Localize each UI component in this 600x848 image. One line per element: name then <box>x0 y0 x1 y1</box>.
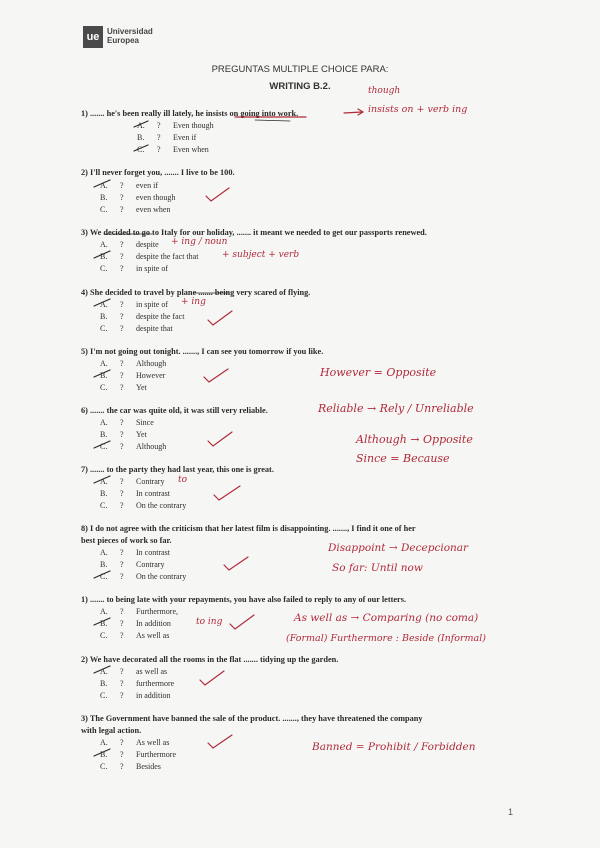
option-text: despite the fact that <box>136 252 199 261</box>
handwritten-note: Reliable → Rely / Unreliable <box>318 402 474 415</box>
option-letter: B. <box>100 560 108 569</box>
option-letter: A. <box>100 667 108 676</box>
option-mark: ? <box>120 667 124 676</box>
tick-mark <box>206 188 229 201</box>
option-letter: A. <box>100 477 108 486</box>
option-mark: ? <box>120 300 124 309</box>
option-text: as well as <box>136 667 168 676</box>
option-mark: ? <box>157 133 161 142</box>
option-text: even if <box>136 181 158 190</box>
option-text: Furthermore <box>136 750 176 759</box>
question-stem: 5) I'm not going out tonight. ......., I can see you tomorrow if you like. <box>81 347 324 356</box>
option-text: despite the fact <box>136 312 185 321</box>
option-mark: ? <box>120 489 124 498</box>
option-text: On the contrary <box>136 572 187 581</box>
question-stem-continued: with legal action. <box>81 726 142 735</box>
option-mark: ? <box>120 619 124 628</box>
option-letter: A. <box>100 240 108 249</box>
logo-line-2: Europea <box>107 36 140 45</box>
handwritten-note: Since = Because <box>356 452 450 465</box>
handwritten-note: Disappoint → Decepcionar <box>328 542 469 554</box>
option-letter: A. <box>100 300 108 309</box>
question-stem: 2) We have decorated all the rooms in the flat ....... tidying up the garden. <box>81 655 339 664</box>
strike-mark <box>94 666 110 673</box>
logo-line-1: Universidad <box>107 27 153 36</box>
tick-mark <box>208 735 232 748</box>
handwritten-note: though <box>368 86 401 96</box>
handwritten-note: So far: Until now <box>332 562 423 574</box>
option-letter: A. <box>100 418 108 427</box>
handwritten-note: Banned = Prohibit / Forbidden <box>312 741 476 753</box>
option-mark: ? <box>120 607 124 616</box>
option-text: Yet <box>136 383 147 392</box>
option-mark: ? <box>120 750 124 759</box>
option-letter: A. <box>100 738 108 747</box>
option-text: Furthermore, <box>136 607 178 616</box>
question-stem: 3) We decided to go to Italy for our holiday, ....... it meant we needed to get our passports renewed. <box>81 228 427 237</box>
tick-mark <box>208 311 232 325</box>
option-text: Although <box>136 359 167 368</box>
option-text: Contrary <box>136 560 165 569</box>
handwritten-note: to ing <box>196 617 223 627</box>
option-letter: B. <box>100 430 108 439</box>
page-number: 1 <box>508 807 514 817</box>
strike-mark <box>94 299 110 306</box>
option-letter: C. <box>100 762 108 771</box>
question-stem: 7) ....... to the party they had last year, this one is great. <box>81 465 274 474</box>
handwritten-note: insists on + verb ing <box>368 104 468 115</box>
option-mark: ? <box>120 430 124 439</box>
option-text: Yet <box>136 430 147 439</box>
strike-mark <box>134 145 148 151</box>
handwritten-note: + ing <box>181 297 206 307</box>
option-mark: ? <box>120 738 124 747</box>
option-mark: ? <box>157 145 161 154</box>
option-letter: B. <box>137 133 145 142</box>
option-letter: C. <box>100 691 108 700</box>
option-mark: ? <box>120 548 124 557</box>
strike-mark <box>94 370 110 377</box>
strike-mark <box>134 121 148 127</box>
option-mark: ? <box>120 205 124 214</box>
option-mark: ? <box>120 252 124 261</box>
option-text: Although <box>136 442 167 451</box>
option-text: despite <box>136 240 159 249</box>
option-text: However <box>136 371 166 380</box>
option-text: In contrast <box>136 548 170 557</box>
option-mark: ? <box>120 501 124 510</box>
option-mark: ? <box>120 324 124 333</box>
option-letter: C. <box>100 205 108 214</box>
strike-mark <box>94 749 110 756</box>
option-text: Even though <box>173 121 214 130</box>
strike-mark <box>94 180 110 187</box>
option-text: despite that <box>136 324 173 333</box>
option-mark: ? <box>157 121 161 130</box>
question-stem: 3) The Government have banned the sale of the product. ......., they have threatened the company <box>81 714 423 723</box>
underline-mark <box>255 120 290 121</box>
option-text: As well as <box>136 631 170 640</box>
option-mark: ? <box>120 560 124 569</box>
option-mark: ? <box>120 418 124 427</box>
option-letter: A. <box>100 181 108 190</box>
option-letter: C. <box>100 572 108 581</box>
tick-mark <box>200 671 224 685</box>
option-text: On the contrary <box>136 501 187 510</box>
question-stem: 1) ....... to being late with your repayments, you have also failed to reply to any of our letters. <box>81 595 407 604</box>
option-mark: ? <box>120 762 124 771</box>
option-mark: ? <box>120 572 124 581</box>
option-letter: C. <box>100 264 108 273</box>
option-letter: A. <box>137 121 145 130</box>
question-stem: 2) I'll never forget you, ....... I live to be 100. <box>81 168 235 177</box>
option-letter: B. <box>100 371 108 380</box>
strike-mark <box>94 251 110 258</box>
question-stem-continued: best pieces of work so far. <box>81 536 172 545</box>
option-text: in addition <box>136 691 171 700</box>
option-letter: B. <box>100 679 108 688</box>
option-text: furthermore <box>136 679 175 688</box>
tick-mark <box>214 486 240 500</box>
tick-mark <box>230 615 254 629</box>
option-mark: ? <box>120 181 124 190</box>
option-mark: ? <box>120 383 124 392</box>
option-letter: A. <box>100 548 108 557</box>
option-mark: ? <box>120 371 124 380</box>
question-stem: 8) I do not agree with the criticism that her latest film is disappointing. ......., I find it one of her <box>81 524 416 533</box>
logo-mark: ue <box>83 26 103 48</box>
document-subtitle: WRITING B.2. <box>269 81 331 92</box>
option-text: Since <box>136 418 154 427</box>
question-stem: 1) ....... he's been really ill lately, he insists on going into work. <box>81 109 299 118</box>
option-text: Even if <box>173 133 197 142</box>
option-text: Contrary <box>136 477 165 486</box>
option-letter: B. <box>100 193 108 202</box>
option-letter: B. <box>100 489 108 498</box>
option-letter: B. <box>100 750 108 759</box>
option-letter: C. <box>100 631 108 640</box>
handwritten-note: (Formal) Furthermore : Beside (Informal) <box>286 633 486 644</box>
option-mark: ? <box>120 359 124 368</box>
option-text: As well as <box>136 738 170 747</box>
option-letter: B. <box>100 312 108 321</box>
strike-mark <box>94 441 110 448</box>
option-mark: ? <box>120 312 124 321</box>
option-mark: ? <box>120 477 124 486</box>
option-letter: C. <box>100 442 108 451</box>
option-letter: C. <box>137 145 145 154</box>
option-text: In addition <box>136 619 171 628</box>
handwritten-note: to <box>178 475 188 485</box>
option-mark: ? <box>120 193 124 202</box>
option-mark: ? <box>120 679 124 688</box>
option-text: Even when <box>173 145 209 154</box>
handwritten-note: Although → Opposite <box>356 433 473 446</box>
option-mark: ? <box>120 442 124 451</box>
strike-mark <box>94 618 110 625</box>
handwritten-note: + ing / noun <box>171 237 228 247</box>
option-letter: A. <box>100 607 108 616</box>
option-text: even when <box>136 205 171 214</box>
tick-mark <box>204 369 228 382</box>
handwritten-note: However = Opposite <box>320 366 437 379</box>
option-mark: ? <box>120 691 124 700</box>
option-letter: B. <box>100 619 108 628</box>
option-letter: C. <box>100 501 108 510</box>
option-letter: C. <box>100 324 108 333</box>
document-title: PREGUNTAS MULTIPLE CHOICE PARA: <box>211 64 389 75</box>
strike-mark <box>94 571 110 578</box>
arrow-mark <box>344 109 363 115</box>
handwritten-note: + subject + verb <box>222 250 300 260</box>
tick-mark <box>224 557 248 570</box>
option-text: even though <box>136 193 176 202</box>
option-text: In contrast <box>136 489 170 498</box>
option-letter: C. <box>100 383 108 392</box>
option-mark: ? <box>120 264 124 273</box>
option-mark: ? <box>120 240 124 249</box>
strike-mark <box>94 476 110 483</box>
option-letter: B. <box>100 252 108 261</box>
option-text: in spite of <box>136 264 168 273</box>
option-text: Besides <box>136 762 161 771</box>
question-stem: 4) She decided to travel by plane ....... being very scared of flying. <box>81 288 311 297</box>
question-stem: 6) ....... the car was quite old, it was still very reliable. <box>81 406 268 415</box>
tick-mark <box>208 432 232 446</box>
option-mark: ? <box>120 631 124 640</box>
option-letter: A. <box>100 359 108 368</box>
handwritten-note: As well as → Comparing (no coma) <box>294 612 479 624</box>
option-text: in spite of <box>136 300 168 309</box>
